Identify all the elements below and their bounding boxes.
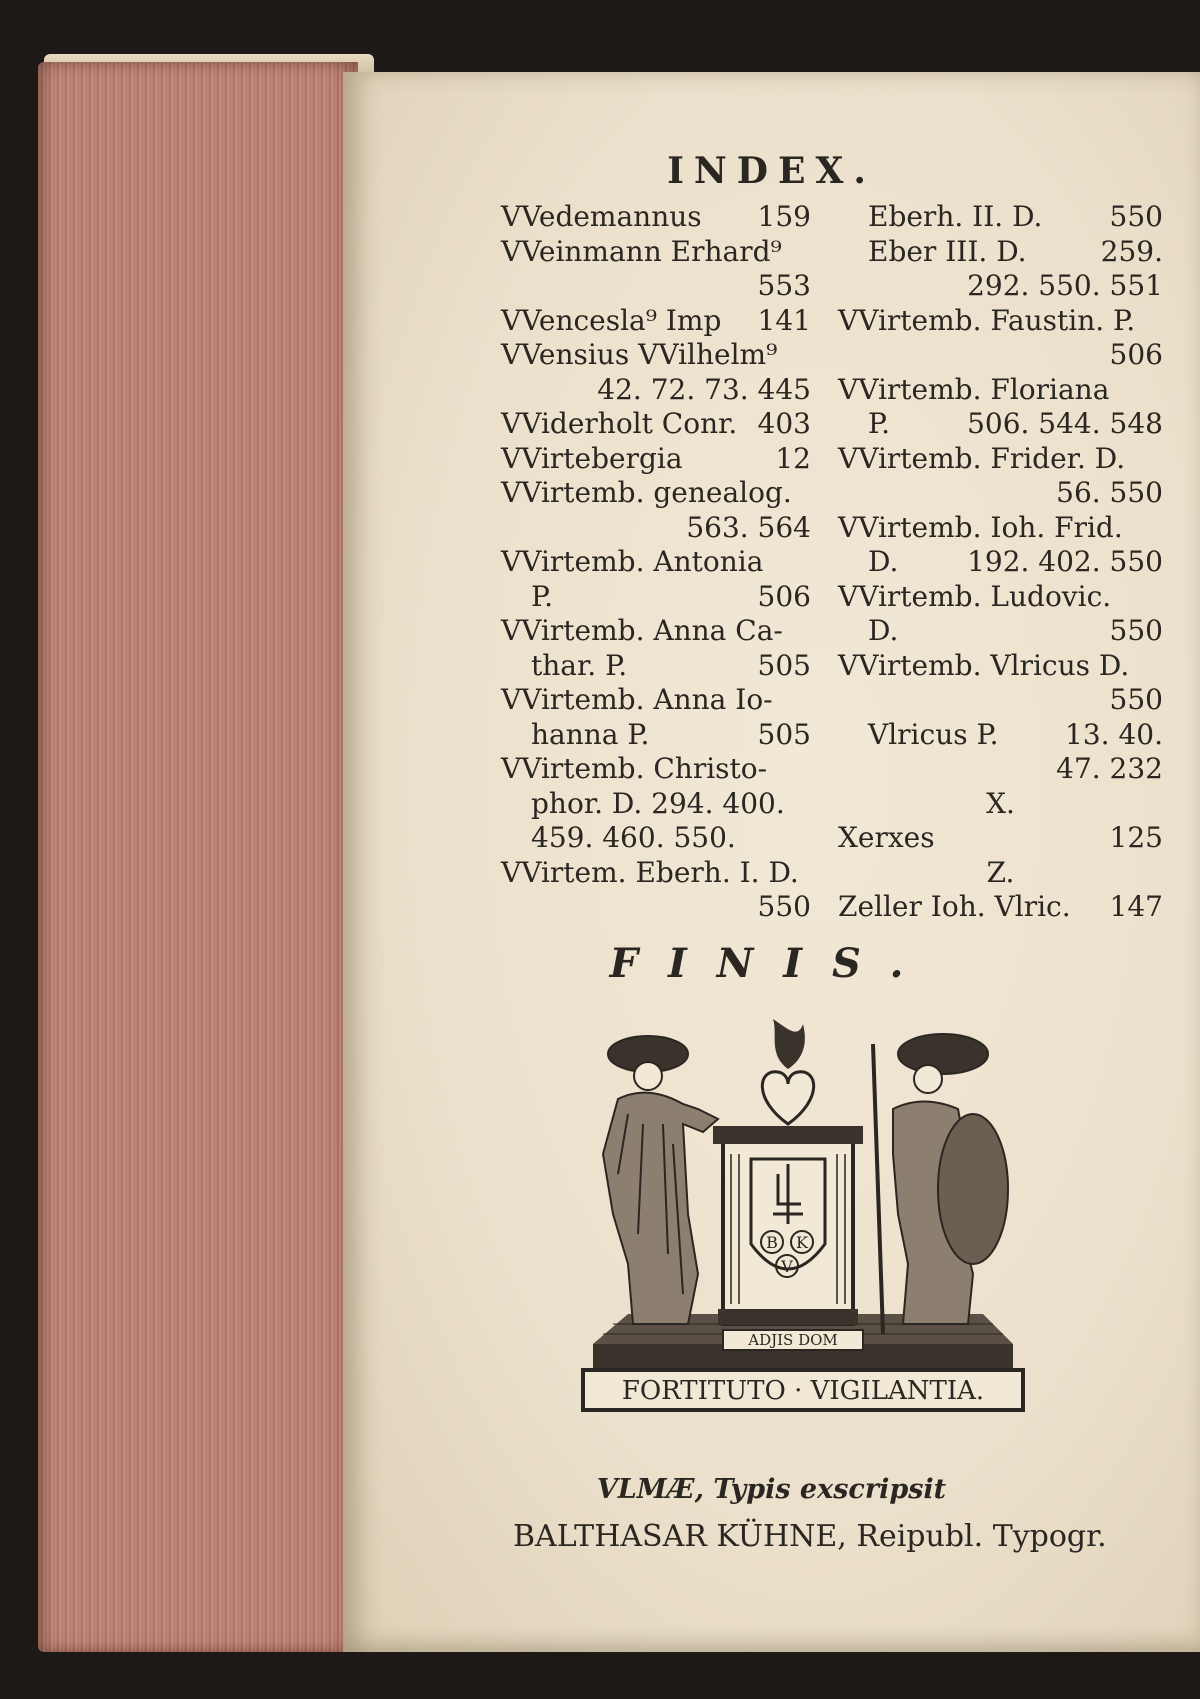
entry-name: VVirtemb. Faustin. P. bbox=[838, 303, 1136, 337]
entry-pages: 403 bbox=[757, 407, 811, 440]
entry-pages: 550 bbox=[1109, 614, 1163, 647]
entry-pages: 563. 564 bbox=[686, 510, 811, 544]
book bbox=[38, 52, 1200, 1652]
monogram-letter: B bbox=[766, 1233, 778, 1252]
printer-emblem bbox=[573, 1014, 1035, 1454]
page bbox=[343, 72, 1200, 1652]
entry-continuation: D. bbox=[868, 614, 899, 647]
entry-pages: 550 bbox=[1109, 200, 1163, 233]
index-entry bbox=[501, 304, 811, 339]
index-entry bbox=[501, 614, 811, 683]
entry-name: Vlricus P. bbox=[868, 717, 999, 751]
index-entry bbox=[838, 511, 1163, 580]
monogram-letter: V bbox=[781, 1257, 793, 1276]
index-entry bbox=[501, 545, 811, 614]
index-entry bbox=[501, 200, 811, 235]
entry-pages: 13. 40. bbox=[1065, 717, 1163, 751]
index-entry bbox=[838, 442, 1163, 511]
entry-name: VVirtemb. Christo- bbox=[501, 752, 768, 785]
index-entry bbox=[501, 856, 811, 925]
entry-pages: 42. 72. 73. 445 bbox=[597, 372, 811, 406]
entry-name: Zeller Ioh. Vlric. bbox=[838, 890, 1071, 923]
entry-pages: 292. 550. 551 bbox=[967, 269, 1163, 302]
entry-name: VViderholt Conr. bbox=[501, 407, 738, 440]
emblem-scroll-text: ADJIS DOM bbox=[748, 1331, 838, 1349]
finis-heading: FINIS. bbox=[609, 940, 934, 987]
entry-pages: 550 bbox=[1109, 683, 1163, 716]
entry-pages: 12 bbox=[775, 441, 811, 475]
index-section-letter: Z. bbox=[986, 855, 1015, 889]
index-column-right bbox=[838, 200, 1163, 925]
index-section-letter: X. bbox=[986, 786, 1015, 820]
index-entry bbox=[501, 235, 811, 304]
entry-pages: 259. bbox=[1100, 234, 1163, 268]
entry-pages: 550 bbox=[757, 890, 811, 923]
page-header: INDEX. bbox=[667, 150, 876, 192]
entry-pages: 505 bbox=[757, 717, 811, 751]
entry-name: VVirtemb. genealog. bbox=[501, 476, 792, 509]
index-entry bbox=[838, 649, 1163, 718]
entry-continuation: P. bbox=[868, 407, 891, 440]
entry-name: VVirtemb. Anna Ca- bbox=[501, 614, 783, 647]
entry-name: Eber III. D. bbox=[868, 234, 1027, 268]
entry-name: VVeinmann Erhard⁹ bbox=[501, 234, 782, 268]
entry-pages: 506 bbox=[1109, 338, 1163, 371]
entry-continuation: P. bbox=[531, 579, 554, 613]
index-entry bbox=[838, 580, 1163, 649]
entry-name: VVencesla⁹ Imp bbox=[501, 303, 722, 337]
entry-pages: 505 bbox=[757, 648, 811, 682]
index-entry bbox=[838, 718, 1163, 753]
emblem-motto: FORTITUTO · VIGILANTIA. bbox=[621, 1376, 985, 1406]
index-entry bbox=[838, 821, 1163, 856]
index-entry bbox=[501, 442, 811, 477]
index-entry bbox=[838, 752, 1163, 787]
entry-name: VVirtemb. Frider. D. bbox=[838, 441, 1126, 475]
monogram-letter: K bbox=[796, 1233, 808, 1252]
index-entry bbox=[501, 752, 811, 856]
entry-pages: 141 bbox=[757, 303, 811, 337]
entry-pages: 159 bbox=[757, 200, 811, 233]
index-entry bbox=[838, 787, 1163, 822]
entry-name: VVirtebergia bbox=[501, 441, 683, 475]
index-entry bbox=[838, 304, 1163, 373]
entry-name: VVirtemb. Ioh. Frid. bbox=[838, 510, 1123, 544]
entry-pages: 192. 402. 550 bbox=[967, 545, 1163, 578]
index-entry bbox=[838, 235, 1163, 270]
entry-name: VVirtem. Eberh. I. D. bbox=[501, 855, 799, 889]
entry-name: VVedemannus bbox=[501, 200, 702, 233]
index-entry bbox=[838, 200, 1163, 235]
entry-continuation: thar. P. bbox=[531, 648, 628, 682]
entry-pages: 56. 550 bbox=[1056, 476, 1163, 509]
entry-name: Xerxes bbox=[838, 821, 935, 854]
entry-pages: 459. 460. 550. bbox=[531, 821, 736, 854]
index-entry bbox=[501, 683, 811, 752]
index-entry bbox=[838, 373, 1163, 442]
index-entry bbox=[838, 269, 1163, 304]
entry-continuation: phor. D. 294. 400. bbox=[531, 786, 785, 820]
entry-name: VVirtemb. Vlricus D. bbox=[838, 648, 1130, 682]
page-edges bbox=[38, 62, 358, 1652]
entry-pages: 506. 544. 548 bbox=[967, 407, 1163, 440]
index-entry bbox=[501, 338, 811, 407]
entry-pages: 47. 232 bbox=[1056, 752, 1163, 785]
colophon-imprint: VLMÆ, Typis exscripsit bbox=[596, 1474, 947, 1505]
entry-pages: 147 bbox=[1109, 890, 1163, 923]
entry-name: VVirtemb. Anna Io- bbox=[501, 683, 773, 716]
entry-continuation: D. bbox=[868, 545, 899, 578]
entry-name: VVirtemb. Ludovic. bbox=[838, 579, 1112, 613]
index-column-left bbox=[501, 200, 811, 925]
index-entry bbox=[501, 476, 811, 545]
entry-name: VVirtemb. Floriana bbox=[838, 372, 1110, 406]
index-entry bbox=[838, 856, 1163, 891]
entry-pages: 553 bbox=[757, 269, 811, 302]
index-entry bbox=[838, 890, 1163, 925]
entry-continuation: hanna P. bbox=[531, 717, 650, 751]
entry-name: VVirtemb. Antonia bbox=[501, 545, 764, 578]
index-entry bbox=[501, 407, 811, 442]
entry-pages: 125 bbox=[1109, 821, 1163, 854]
entry-name: Eberh. II. D. bbox=[868, 200, 1043, 233]
colophon-printer: BALTHASAR KÜHNE, Reipubl. Typogr. bbox=[513, 1519, 1107, 1554]
entry-pages: 506 bbox=[757, 579, 811, 613]
entry-name: VVensius VVilhelm⁹ bbox=[501, 338, 778, 371]
